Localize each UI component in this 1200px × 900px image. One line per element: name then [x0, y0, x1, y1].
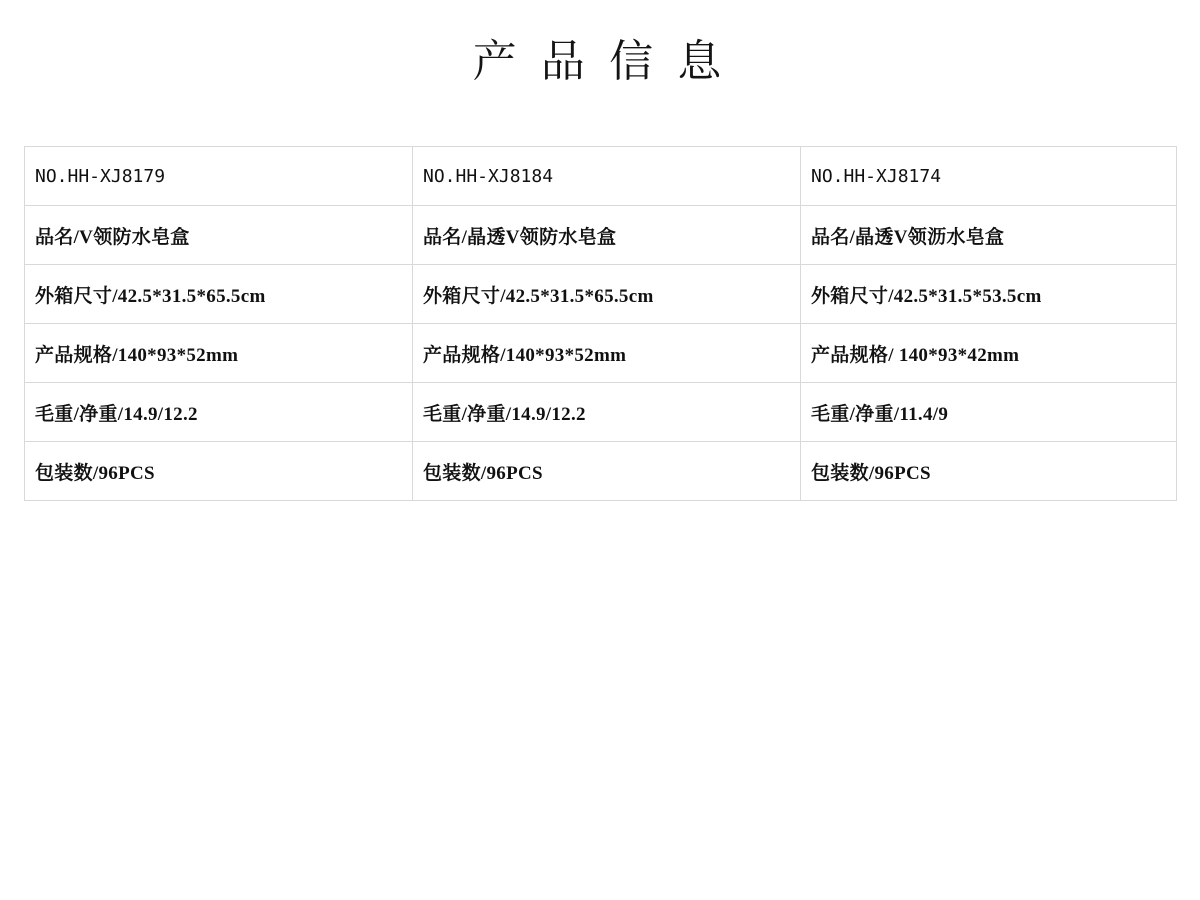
product-name-cell: 品名/晶透V领沥水皂盒 — [801, 206, 1177, 265]
weight-cell: 毛重/净重/11.4/9 — [801, 383, 1177, 442]
product-name-cell: 品名/晶透V领防水皂盒 — [413, 206, 801, 265]
table-row — [25, 442, 1177, 501]
table-row — [25, 324, 1177, 383]
product-name-cell: 品名/V领防水皂盒 — [25, 206, 413, 265]
weight-cell: 毛重/净重/14.9/12.2 — [25, 383, 413, 442]
table-row — [25, 265, 1177, 324]
packing-quantity-cell: 包装数/96PCS — [25, 442, 413, 501]
weight-cell: 毛重/净重/14.9/12.2 — [413, 383, 801, 442]
table-row — [25, 383, 1177, 442]
product-info-table — [24, 146, 1177, 501]
packing-quantity-cell: 包装数/96PCS — [413, 442, 801, 501]
packing-quantity-cell: 包装数/96PCS — [801, 442, 1177, 501]
product-spec-cell: 产品规格/ 140*93*42mm — [801, 324, 1177, 383]
page-title: 产 品 信 息 — [472, 37, 728, 86]
product-spec-cell: 产品规格/140*93*52mm — [25, 324, 413, 383]
product-code-cell: NO.HH-XJ8184 — [413, 147, 801, 206]
product-code-cell: NO.HH-XJ8179 — [25, 147, 413, 206]
table-row — [25, 206, 1177, 265]
carton-size-cell: 外箱尺寸/42.5*31.5*65.5cm — [413, 265, 801, 324]
carton-size-cell: 外箱尺寸/42.5*31.5*53.5cm — [801, 265, 1177, 324]
carton-size-cell: 外箱尺寸/42.5*31.5*65.5cm — [25, 265, 413, 324]
product-spec-cell: 产品规格/140*93*52mm — [413, 324, 801, 383]
product-code-cell: NO.HH-XJ8174 — [801, 147, 1177, 206]
table-row — [25, 147, 1177, 206]
